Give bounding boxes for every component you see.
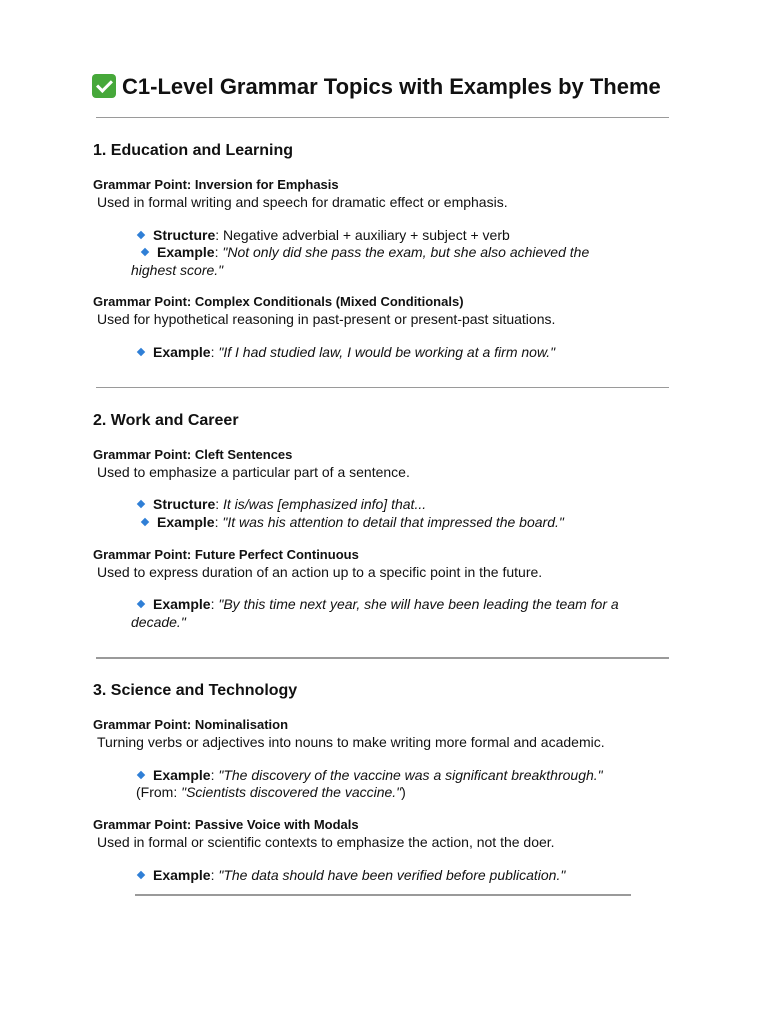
example-bullet: Example: "The discovery of the vaccine was a significant breakthrough."	[138, 766, 603, 784]
structure-text: It is/was [emphasized info] that...	[223, 496, 427, 512]
divider	[96, 387, 669, 388]
grammar-point-title: Grammar Point: Nominalisation	[93, 717, 289, 732]
grammar-point-title: Grammar Point: Complex Conditionals (Mixed Conditionals)	[93, 294, 464, 309]
structure-bullet: Structure: Negative adverbial + auxiliary + subject + verb	[138, 226, 510, 244]
example-bullet: Example: "The data should have been verified before publication."	[138, 866, 565, 884]
page-title-text: C1-Level Grammar Topics with Examples by Theme	[122, 74, 661, 99]
example-text: "If I had studied law, I would be working at a firm now."	[218, 344, 556, 360]
grammar-point-description: Used to emphasize a particular part of a sentence.	[97, 464, 410, 480]
divider	[96, 657, 669, 659]
section-heading-education: 1. Education and Learning	[93, 142, 294, 159]
structure-label: Structure	[153, 496, 216, 512]
bullet-diamond-icon	[137, 771, 145, 779]
example-text: "By this time next year, she will have been leading the team for a decade."	[131, 596, 619, 630]
bullet-diamond-icon	[137, 348, 145, 356]
example-bullet: Example: "Not only did she pass the exam, but she also achieved the highest score."	[131, 244, 590, 278]
grammar-point-title: Grammar Point: Future Perfect Continuous	[93, 547, 359, 562]
grammar-point-description: Used in formal or scientific contexts to emphasize the action, not the doer.	[97, 834, 555, 850]
structure-bullet: Structure: It is/was [emphasized info] that...	[138, 495, 426, 513]
grammar-point-description: Turning verbs or adjectives into nouns to make writing more formal and academic.	[97, 734, 605, 750]
bullet-diamond-icon	[137, 600, 145, 608]
example-bullet: Example: "By this time next year, she will have been leading the team for a decade."	[131, 596, 619, 630]
grammar-point-description: Used for hypothetical reasoning in past-present or present-past situations.	[97, 311, 556, 327]
example-text: "It was his attention to detail that impressed the board."	[222, 514, 564, 530]
example-text: "Not only did she pass the exam, but she also achieved the highest score."	[131, 244, 590, 278]
bullet-diamond-icon	[141, 518, 149, 526]
grammar-point-title: Grammar Point: Cleft Sentences	[93, 447, 293, 462]
divider	[135, 894, 631, 896]
divider	[96, 117, 669, 118]
example-label: Example	[157, 244, 215, 260]
example-text: "The discovery of the vaccine was a significant breakthrough."	[218, 767, 603, 783]
bullet-diamond-icon	[137, 871, 145, 879]
structure-label: Structure	[153, 227, 216, 243]
bullet-diamond-icon	[137, 500, 145, 508]
grammar-point-title: Grammar Point: Passive Voice with Modals	[93, 817, 359, 832]
example-label: Example	[153, 767, 211, 783]
section-heading-science: 3. Science and Technology	[93, 682, 298, 699]
structure-text: Negative adverbial + auxiliary + subject + verb	[223, 227, 510, 243]
example-bullet: Example: "It was his attention to detail that impressed the board."	[142, 513, 564, 531]
bullet-diamond-icon	[137, 231, 145, 239]
grammar-point-description: Used in formal writing and speech for dramatic effect or emphasis.	[97, 194, 508, 210]
example-text: "The data should have been verified before publication."	[218, 867, 566, 883]
source-quote: "Scientists discovered the vaccine."	[181, 784, 402, 800]
source-note: (From: "Scientists discovered the vaccine.")	[136, 784, 406, 800]
bullet-diamond-icon	[141, 248, 149, 256]
example-label: Example	[153, 867, 211, 883]
check-mark-icon	[92, 74, 116, 98]
section-heading-work: 2. Work and Career	[93, 412, 239, 429]
grammar-point-title: Grammar Point: Inversion for Emphasis	[93, 177, 339, 192]
example-bullet: Example: "If I had studied law, I would be working at a firm now."	[138, 343, 555, 361]
grammar-point-description: Used to express duration of an action up to a specific point in the future.	[97, 564, 543, 580]
example-label: Example	[157, 514, 215, 530]
example-label: Example	[153, 344, 211, 360]
example-label: Example	[153, 596, 211, 612]
page-title	[92, 72, 661, 102]
